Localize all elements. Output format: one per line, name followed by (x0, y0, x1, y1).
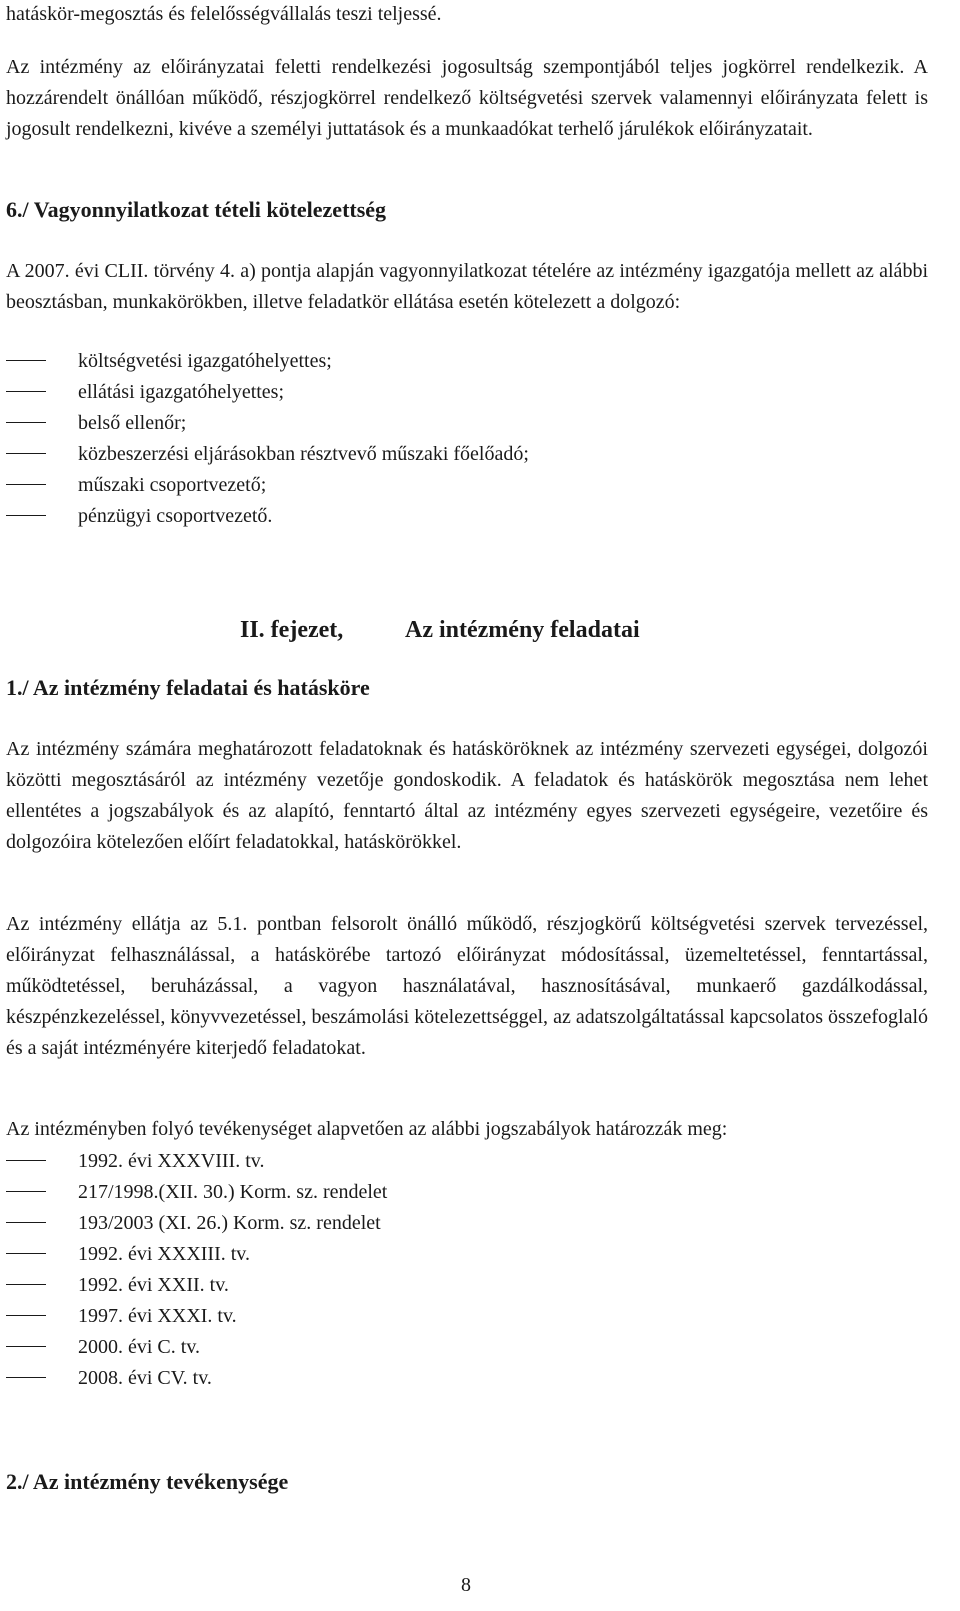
dash-bullet (6, 360, 46, 361)
document-page: hatáskör-megosztás és felelősségvállalás teszi teljessé. Az intézmény az előirányzatai feletti rendelkezési jogosultság szempontjából teljes jogkörrel rendelkezik. A hozzárendelt önállóan működő, részjogkörrel rendelkező költségvetési szervek valamennyi előirányzata felett is jogosult rendelkezni, kivéve a személyi juttatások és a munkaadókat terhelő járulékok előirányzatait. 6./ Vagyonnyilatkozat tételi kötelezettség A 2007. évi CLII. törvény 4. a) pontja alapján vagyonnyilatkozat tételére az intézmény igazgatója mellett az alábbi beosztásban, munkakörökben, illetve feladatkör ellátása esetén kötelezett a dolgozó: költségvetési igazgatóhelyettes; ellátási igazgatóhelyettes; belső ellenőr; közbeszerzési eljárásokban résztvevő műszaki főelőadó; műszaki csoportvezető; pénzügyi csoportvezető. II. fejezet, Az intézmény feladatai 1./ Az intézmény feladatai és hatásköre Az intézmény számára meghatározott feladatoknak és hatásköröknek az intézmény szervezeti egységei, dolgozói közötti megosztásáról az intézmény vezetője gondoskodik. A feladatok és hatáskörök megosztása nem lehet ellentétes a jogszabályok és az alapító, fenntartó által az intézmény egyes szervezeti egységeire, vezetőire és dolgozóira kötelezően előírt feladatokkal, hatáskörökkel. Az intézmény ellátja az 5.1. pontban felsorolt önálló működő, részjogkörű költségvetési szervek tervezéssel, előirányzat felhasználással, a hatáskörébe tartozó előirányzat módosítással, üzemeltetéssel, fenntartással, működtetéssel, beruházással, a vagyon használatával, hasznosításával, munkaerő gazdálkodással, készpénzkezeléssel, könyvvezetéssel, beszámolási kötelezettséggel, az adatszolgáltatással kapcsolatos összefoglaló és a saját intézményére kiterjedő feladatokat. Az intézményben folyó tevékenységet alapvetően az alábbi jogszabályok határozzák meg: 1992. évi XXXVIII. tv. 217/1998.(XII. 30.) Korm. sz. rendelet 193/2003 (XI. 26.) Korm. sz. rendelet 1992. évi XXXIII. tv. 1992. évi XXII. tv. 1997. évi XXXI. tv. 2000. évi C. tv. 2008. évi CV. tv. 2./ Az intézmény tevékenysége 8 (6, 3, 928, 1596)
dash-bullet (6, 515, 46, 516)
laws-intro: Az intézményben folyó tevékenységet alapvetően az alábbi jogszabályok határozzák meg: (6, 1118, 728, 1140)
section-6-intro: A 2007. évi CLII. törvény 4. a) pontja alapján vagyonnyilatkozat tételére az intézmény igazgatója mellett az alábbi beosztásban, munkakörökben, illetve feladatkör ellátása esetén kötelezett a dolgozó: (6, 260, 928, 313)
dash-bullet (6, 1315, 46, 1316)
dash-bullet (6, 1160, 46, 1161)
dash-bullet (6, 1222, 46, 1223)
section-1-paragraph-1: Az intézmény számára meghatározott feladatoknak és hatásköröknek az intézmény szervezeti egységei, dolgozói közötti megosztásáról az intézmény vezetője gondoskodik. A feladatok és hatáskörök megosztása nem lehet ellentétes a jogszabályok és az alapító, fenntartó által az intézmény egyes szervezeti egységeire, vezetőire és dolgozóira kötelezően előírt feladatokkal, hatáskörökkel. (6, 738, 928, 853)
dash-bullet (6, 484, 46, 485)
authority-paragraph: Az intézmény az előirányzatai feletti rendelkezési jogosultság szempontjából teljes jogkörrel rendelkezik. A hozzárendelt önállóan működő, részjogkörrel rendelkező költségvetési szervek valamennyi előirányzata felett is jogosult rendelkezni, kivéve a személyi juttatások és a munkaadókat terhelő járulékok előirányzatait. (6, 56, 928, 140)
dash-bullet (6, 1377, 46, 1378)
page-number: 8 (461, 1574, 471, 1596)
section-6-heading: 6./ Vagyonnyilatkozat tételi kötelezettség (6, 197, 387, 222)
dash-bullet (6, 422, 46, 423)
continuation-line: hatáskör-megosztás és felelősségvállalás teszi teljessé. (6, 3, 442, 25)
section-1-paragraph-2: Az intézmény ellátja az 5.1. pontban felsorolt önálló működő, részjogkörű költségvetési szervek tervezéssel, előirányzat felhasználással, a hatáskörébe tartozó előirányzat módosítással, üzemeltetéssel, fenntartással, működtetéssel, beruházással, a vagyon használatával, hasznosításával, munkaerő gazdálkodással, készpénzkezeléssel, könyvvezetéssel, beszámolási kötelezettséggel, az adatszolgáltatással kapcsolatos összefoglaló és a saját intézményére kiterjedő feladatokat. (6, 913, 928, 1059)
dash-bullet (6, 453, 46, 454)
section-1-heading: 1./ Az intézmény feladatai és hatásköre (6, 675, 370, 700)
dash-bullet (6, 1346, 46, 1347)
dash-bullet (6, 391, 46, 392)
chapter-number: II. fejezet, (240, 617, 344, 643)
section-2-heading: 2./ Az intézmény tevékenysége (6, 1469, 289, 1494)
dash-bullet (6, 1284, 46, 1285)
chapter-title: Az intézmény feladatai (405, 617, 640, 643)
dash-bullet (6, 1191, 46, 1192)
dash-bullet (6, 1253, 46, 1254)
